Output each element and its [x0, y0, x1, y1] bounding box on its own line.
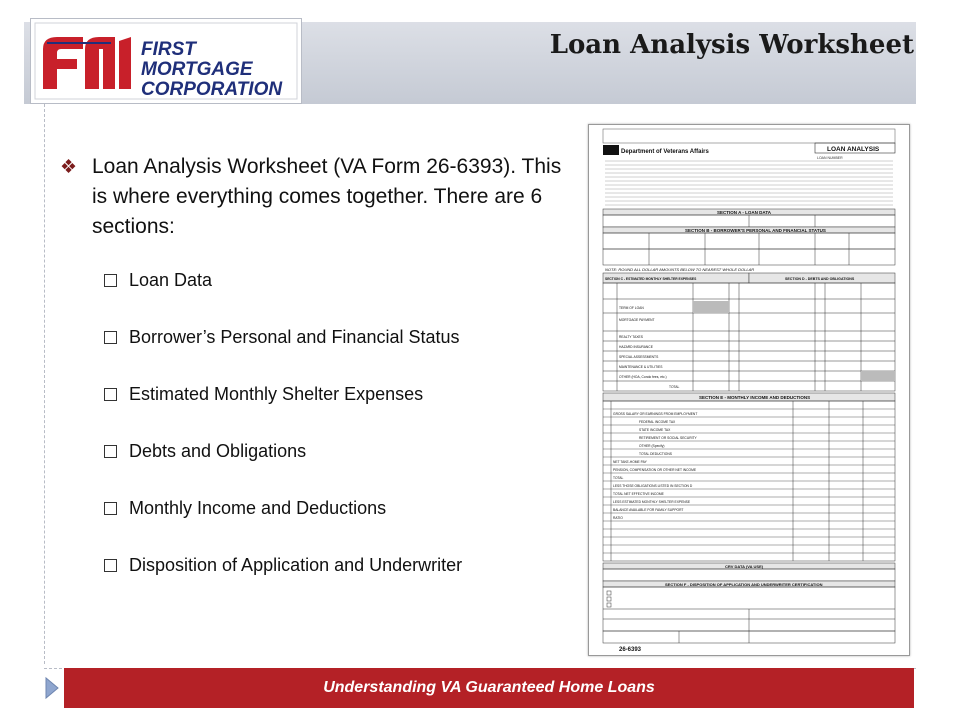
form-expense-item: MAINTENANCE & UTILITIES	[619, 365, 663, 369]
form-expense-item: TOTAL	[669, 385, 680, 389]
company-logo	[30, 18, 302, 104]
form-loan-number: LOAN NUMBER	[817, 156, 843, 160]
form-note: NOTE: ROUND ALL DOLLAR AMOUNTS BELOW TO NEAREST WHOLE DOLLAR	[605, 267, 755, 272]
form-expense-item: MORTGAGE PAYMENT	[619, 318, 655, 322]
checkbox-bullet-icon	[104, 388, 117, 401]
form-income-item: LESS THOSE OBLIGATIONS LISTED IN SECTION D	[613, 484, 693, 488]
main-bullet-text: Loan Analysis Worksheet (VA Form 26-6393). This is where everything comes together. There are 6 sections:	[92, 155, 562, 238]
form-expense-item: HAZARD INSURANCE	[619, 345, 653, 349]
form-number: 26-6393	[619, 647, 642, 653]
diamond-bullet-icon: ❖	[60, 157, 78, 178]
chevron-right-icon[interactable]	[44, 674, 64, 702]
va-form-image	[588, 124, 910, 656]
list-item-label: Loan Data	[129, 269, 213, 290]
checkbox-bullet-icon	[104, 274, 117, 287]
list-item	[104, 439, 580, 463]
form-income-item: RATIO	[613, 516, 623, 520]
form-section-b: SECTION B - BORROWER'S PERSONAL AND FINANCIAL STATUS	[685, 228, 826, 233]
form-income-item: LESS ESTIMATED MONTHLY SHELTER EXPENSE	[613, 500, 691, 504]
form-agency: Department of Veterans Affairs	[621, 149, 709, 155]
form-income-item: TOTAL	[613, 476, 624, 480]
footer-text: Understanding VA Guaranteed Home Loans	[323, 679, 655, 696]
form-income-item: STATE INCOME TAX	[639, 428, 671, 432]
form-income-item: NET TAKE-HOME PAY	[613, 460, 647, 464]
list-item-label: Debts and Obligations	[129, 440, 307, 461]
logo-line-first: FIRST	[141, 39, 196, 60]
list-item-label: Borrower’s Personal and Financial Status	[129, 326, 460, 347]
form-section-c: SECTION C - ESTIMATED MONTHLY SHELTER EXPENSES	[605, 277, 697, 281]
page-title: Loan Analysis Worksheet	[549, 30, 914, 60]
list-item	[104, 496, 580, 520]
list-item-label: Estimated Monthly Shelter Expenses	[129, 383, 424, 404]
footer-bar	[64, 668, 914, 708]
logo-line-corporation: CORPORATION	[141, 79, 283, 100]
checkbox-bullet-icon	[104, 445, 117, 458]
list-item-label: Monthly Income and Deductions	[129, 497, 387, 518]
list-item	[104, 553, 580, 577]
form-section-e: SECTION E - MONTHLY INCOME AND DEDUCTIONS	[699, 395, 811, 400]
section-list	[104, 268, 580, 577]
list-item	[104, 382, 580, 406]
form-income-item: BALANCE AVAILABLE FOR FAMILY SUPPORT	[613, 508, 684, 512]
content-area	[60, 152, 580, 610]
form-income-item: TOTAL DEDUCTIONS	[639, 452, 672, 456]
form-income-item: TOTAL NET EFFECTIVE INCOME	[613, 492, 664, 496]
form-expense-item: TERM OF LOAN	[619, 306, 644, 310]
main-bullet	[60, 152, 580, 242]
form-section-a: SECTION A - LOAN DATA	[717, 210, 771, 215]
form-income-item: OTHER (Specify)	[639, 444, 665, 448]
form-expense-item: SPECIAL ASSESSMENTS	[619, 355, 659, 359]
form-income-item: PENSION, COMPENSATION OR OTHER NET INCOME	[613, 468, 697, 472]
form-income-item: RETIREMENT OR SOCIAL SECURITY	[639, 436, 697, 440]
form-income-item: GROSS SALARY OR EARNINGS FROM EMPLOYMENT	[613, 412, 698, 416]
logo-line-mortgage: MORTGAGE	[141, 59, 253, 80]
form-expense-item: OTHER (HOA, Condo fees, etc.)	[619, 375, 667, 379]
checkbox-bullet-icon	[104, 559, 117, 572]
form-expense-item: REALTY TAXES	[619, 335, 643, 339]
form-title: LOAN ANALYSIS	[827, 146, 880, 153]
checkbox-bullet-icon	[104, 331, 117, 344]
form-crv: CRV DATA (VA USE)	[725, 564, 764, 569]
list-item-label: Disposition of Application and Underwriter	[129, 554, 463, 575]
form-income-item: FEDERAL INCOME TAX	[639, 420, 676, 424]
list-item	[104, 325, 580, 349]
checkbox-bullet-icon	[104, 502, 117, 515]
form-section-d: SECTION D - DEBTS AND OBLIGATIONS	[785, 277, 855, 281]
left-guide-line	[44, 104, 45, 664]
list-item	[104, 268, 580, 292]
form-section-f: SECTION F - DISPOSITION OF APPLICATION AND UNDERWRITER CERTIFICATION	[665, 582, 823, 587]
